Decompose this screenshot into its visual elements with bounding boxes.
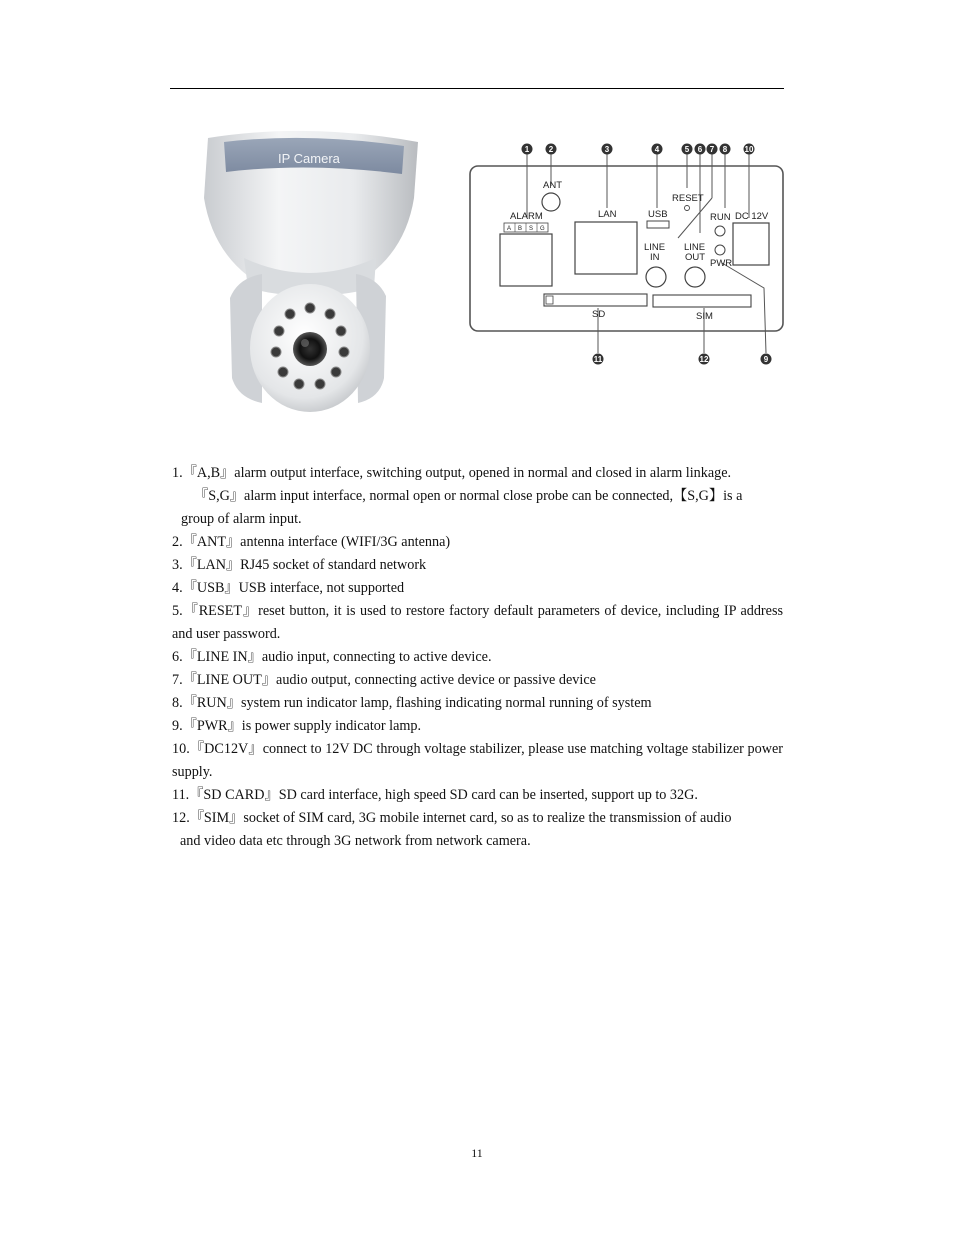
svg-text:2: 2 [548, 145, 554, 154]
svg-text:3: 3 [604, 145, 610, 154]
svg-text:B: B [518, 226, 523, 232]
callout-5 [682, 144, 693, 155]
list-item: 12.『SIM』socket of SIM card, 3G mobile internet card, so as to realize the transmission of audio and video data etc through 3G network from network camera. [172, 810, 732, 849]
list-item: 11.『SD CARD』SD card interface, high speed SD card can be inserted, support up to 32G. [172, 787, 698, 803]
run-led [715, 226, 725, 236]
label-line-out-1: LINE [684, 242, 706, 253]
svg-text:6: 6 [697, 145, 703, 154]
callout-3 [602, 144, 613, 155]
svg-text:12: 12 [699, 355, 709, 364]
label-usb: USB [648, 209, 668, 220]
label-run: RUN [710, 212, 731, 223]
svg-text:7: 7 [709, 145, 715, 154]
list-item: 1.『A,B』alarm output interface, switching output, opened in normal and closed in alarm linkage. 『S,G』alarm input interface, normal open or normal close probe can be connected,【S,G】is a group of alarm input. [172, 465, 743, 527]
label-ant: ANT [543, 180, 562, 191]
usb-port [647, 221, 669, 228]
alarm-terminal [500, 234, 552, 286]
svg-text:G: G [540, 226, 545, 232]
pwr-led [715, 245, 725, 255]
label-sd: SD [592, 309, 606, 320]
callout-4 [652, 144, 663, 155]
ip-camera-image [178, 128, 438, 428]
lan-port [575, 222, 637, 274]
svg-text:11: 11 [593, 355, 603, 364]
svg-text:1: 1 [524, 145, 530, 154]
svg-text:8: 8 [722, 145, 728, 154]
callout-9 [761, 354, 772, 365]
line-in-port [646, 267, 666, 287]
label-lan: LAN [598, 209, 617, 220]
list-item: 4.『USB』USB interface, not supported [172, 580, 405, 596]
list-item: 3.『LAN』RJ45 socket of standard network [172, 557, 427, 573]
sim-slot [653, 295, 751, 307]
list-item: 2.『ANT』antenna interface (WIFI/3G antenna) [172, 534, 451, 550]
rear-panel-diagram [464, 138, 790, 373]
dc12v-jack [733, 223, 769, 265]
ant-port [542, 193, 560, 211]
alarm-pins [504, 223, 548, 232]
callout-8 [720, 144, 731, 155]
sd-slot [544, 294, 647, 306]
svg-text:A: A [507, 226, 512, 232]
label-line-out-2: OUT [685, 252, 706, 263]
callout-10 [744, 144, 755, 155]
callout-6 [695, 144, 706, 155]
label-line-in-1: LINE [644, 242, 666, 253]
page-number: 11 [471, 1146, 483, 1160]
line-out-port [685, 267, 705, 287]
list-item: 5.『RESET』reset button, it is used to restore factory default parameters of device, including IP address and user password. [172, 603, 783, 642]
callout-1 [522, 144, 533, 155]
label-dc12v: DC 12V [735, 211, 769, 222]
svg-text:4: 4 [654, 145, 660, 154]
list-item: 9.『PWR』is power supply indicator lamp. [172, 718, 422, 734]
camera-label: IP Camera [278, 151, 340, 166]
label-sim: SIM [696, 311, 713, 322]
list-item: 7.『LINE OUT』audio output, connecting active device or passive device [172, 672, 596, 688]
interface-description-list [172, 462, 783, 853]
label-pwr: PWR [710, 258, 733, 269]
callout-12 [699, 354, 710, 365]
label-line-in-2: IN [650, 252, 660, 263]
svg-text:10: 10 [744, 145, 754, 154]
list-item: 6.『LINE IN』audio input, connecting to active device. [172, 649, 492, 665]
callout-2 [546, 144, 557, 155]
list-item: 10.『DC12V』connect to 12V DC through voltage stabilizer, please use matching voltage stabilizer power supply. [172, 741, 783, 780]
label-alarm: ALARM [510, 211, 543, 222]
svg-text:9: 9 [763, 355, 769, 364]
callout-11 [593, 354, 604, 365]
svg-text:S: S [529, 226, 534, 232]
callout-7 [707, 144, 718, 155]
svg-text:5: 5 [684, 145, 690, 154]
label-reset: RESET [672, 193, 704, 204]
header-rule [170, 88, 784, 89]
list-item: 8.『RUN』system run indicator lamp, flashing indicating normal running of system [172, 695, 652, 711]
reset-button [685, 206, 690, 211]
